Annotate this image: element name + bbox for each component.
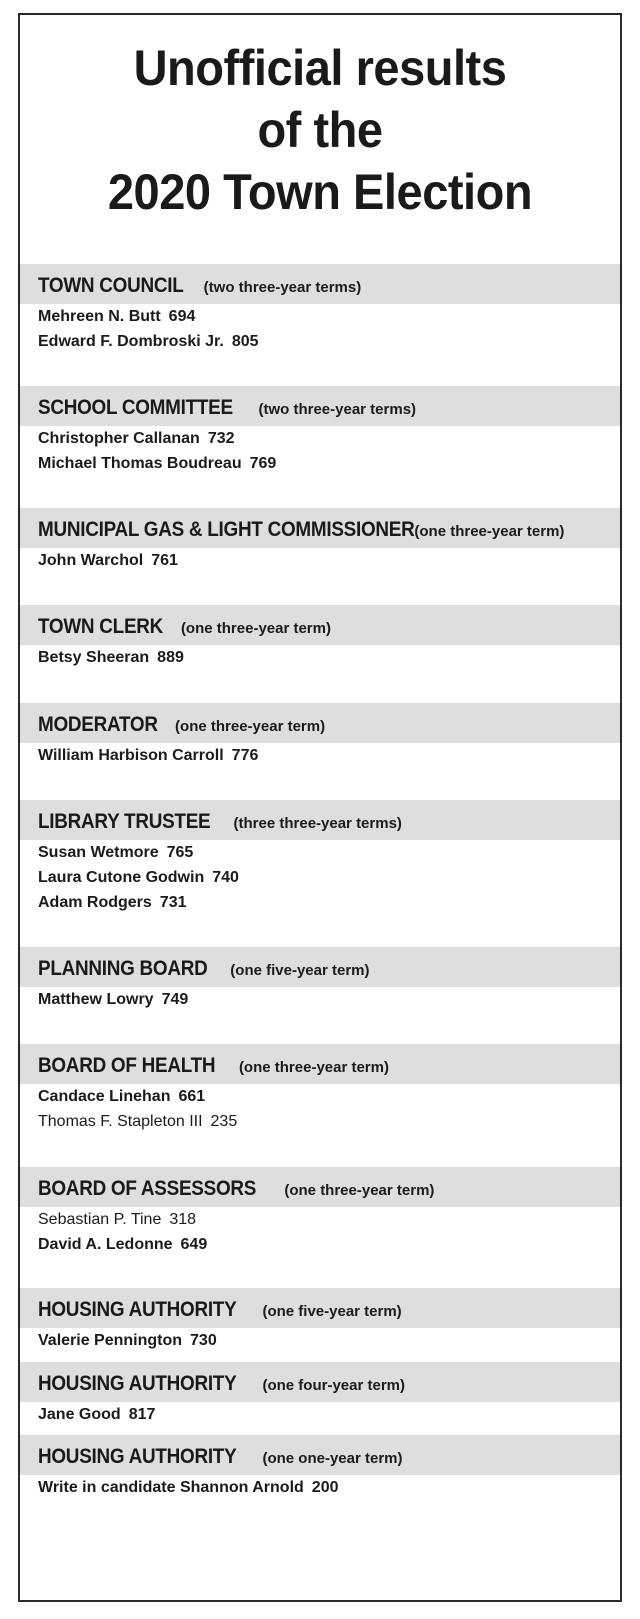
candidate-row <box>20 329 620 354</box>
vote-count: 694 <box>168 308 196 325</box>
office-name: BOARD OF ASSESSORS <box>38 1177 257 1200</box>
vote-count: 200 <box>311 1479 339 1496</box>
vote-count: 731 <box>159 894 187 911</box>
office-name: MODERATOR <box>38 713 158 736</box>
candidate-name: Betsy Sheeran <box>38 649 150 666</box>
candidate-row <box>20 304 620 329</box>
vote-count: 769 <box>249 455 277 472</box>
title-line-1: Unofficial results <box>133 40 507 96</box>
candidate-row <box>20 1475 620 1500</box>
section-library-trustee <box>20 800 620 915</box>
candidate-name: Christopher Callanan <box>38 430 200 447</box>
candidate-row <box>20 1084 620 1109</box>
title-line-3: 2020 Town Election <box>107 164 533 220</box>
office-term: (two three-year terms) <box>203 279 362 296</box>
section-housing-authority-five-year <box>20 1288 620 1353</box>
section-header <box>20 264 620 304</box>
section-board-of-health <box>20 1044 620 1134</box>
office-name: TOWN COUNCIL <box>38 274 184 297</box>
candidate-row <box>20 1402 620 1427</box>
candidate-row <box>20 865 620 890</box>
section-header <box>20 1167 620 1207</box>
candidate-name: Edward F. Dombroski Jr. <box>38 333 224 350</box>
candidate-name: William Harbison Carroll <box>38 747 224 764</box>
vote-count: 649 <box>180 1236 208 1253</box>
office-term: (one five-year term) <box>230 962 370 979</box>
section-moderator <box>20 703 620 768</box>
title-line-2: of the <box>257 102 383 158</box>
office-name: PLANNING BOARD <box>38 957 208 980</box>
office-name: SCHOOL COMMITTEE <box>38 396 233 419</box>
office-term: (three three-year terms) <box>233 815 402 832</box>
section-header <box>20 605 620 645</box>
vote-count: 817 <box>128 1406 156 1423</box>
office-name: BOARD OF HEALTH <box>38 1054 216 1077</box>
candidate-name: Sebastian P. Tine <box>38 1211 162 1228</box>
office-name: TOWN CLERK <box>38 615 164 638</box>
candidate-name: John Warchol <box>38 552 144 569</box>
section-planning-board <box>20 947 620 1012</box>
office-name: HOUSING AUTHORITY <box>38 1298 237 1321</box>
results-panel <box>18 13 622 1602</box>
candidate-row <box>20 1328 620 1353</box>
vote-count: 730 <box>190 1332 217 1349</box>
section-town-clerk <box>20 605 620 670</box>
candidate-name: Thomas F. Stapleton III <box>38 1113 203 1130</box>
candidate-name: Laura Cutone Godwin <box>38 869 205 886</box>
office-term: (one one-year term) <box>262 1450 403 1467</box>
vote-count: 740 <box>212 869 239 886</box>
vote-count: 805 <box>231 333 259 350</box>
candidate-name: Valerie Pennington <box>38 1332 183 1349</box>
candidate-name: Michael Thomas Boudreau <box>38 455 242 472</box>
section-gas-light-commissioner <box>20 508 620 573</box>
candidate-name: Matthew Lowry <box>38 991 154 1008</box>
section-housing-authority-four-year <box>20 1362 620 1427</box>
candidate-row <box>20 987 620 1012</box>
vote-count: 889 <box>157 649 184 666</box>
candidate-row <box>20 426 620 451</box>
office-term: (one four-year term) <box>262 1377 405 1394</box>
vote-count: 235 <box>210 1113 238 1130</box>
office-term: (one three-year term) <box>175 718 326 735</box>
section-header <box>20 1044 620 1084</box>
candidate-name: Susan Wetmore <box>38 844 159 861</box>
office-name: MUNICIPAL GAS & LIGHT COMMISSIONER <box>38 518 415 541</box>
section-town-council <box>20 264 620 354</box>
vote-count: 761 <box>151 552 178 569</box>
section-header <box>20 947 620 987</box>
section-header <box>20 1435 620 1475</box>
candidate-row <box>20 1109 620 1134</box>
section-header <box>20 1362 620 1402</box>
candidate-name: Candace Linehan <box>38 1088 171 1105</box>
candidate-row <box>20 890 620 915</box>
candidate-row <box>20 1207 620 1232</box>
office-term: (one three-year term) <box>238 1059 389 1076</box>
section-header <box>20 800 620 840</box>
candidate-name: Adam Rodgers <box>38 894 152 911</box>
section-header <box>20 703 620 743</box>
section-board-of-assessors <box>20 1167 620 1257</box>
vote-count: 765 <box>166 844 194 861</box>
candidate-row <box>20 743 620 768</box>
candidate-name: Mehreen N. Butt <box>38 308 161 325</box>
candidate-row <box>20 1232 620 1257</box>
office-term: (one five-year term) <box>262 1303 402 1320</box>
candidate-name: Jane Good <box>38 1406 121 1423</box>
vote-count: 749 <box>161 991 189 1008</box>
office-term: (one three-year term) <box>414 523 565 540</box>
office-term: (one three-year term) <box>180 620 331 637</box>
section-housing-authority-one-year <box>20 1435 620 1500</box>
candidate-name: Write in candidate Shannon Arnold <box>38 1479 304 1496</box>
section-header <box>20 508 620 548</box>
vote-count: 318 <box>169 1211 197 1228</box>
vote-count: 732 <box>207 430 235 447</box>
candidate-row <box>20 840 620 865</box>
candidate-row <box>20 548 620 573</box>
page-title <box>38 37 602 223</box>
office-name: HOUSING AUTHORITY <box>38 1372 237 1395</box>
section-header <box>20 1288 620 1328</box>
office-name: LIBRARY TRUSTEE <box>38 810 211 833</box>
candidate-row <box>20 645 620 670</box>
office-term: (one three-year term) <box>284 1182 435 1199</box>
office-term: (two three-year terms) <box>258 401 417 418</box>
candidate-row <box>20 451 620 476</box>
vote-count: 661 <box>178 1088 206 1105</box>
office-name: HOUSING AUTHORITY <box>38 1445 237 1468</box>
vote-count: 776 <box>231 747 259 764</box>
section-school-committee <box>20 386 620 476</box>
section-header <box>20 386 620 426</box>
candidate-name: David A. Ledonne <box>38 1236 173 1253</box>
